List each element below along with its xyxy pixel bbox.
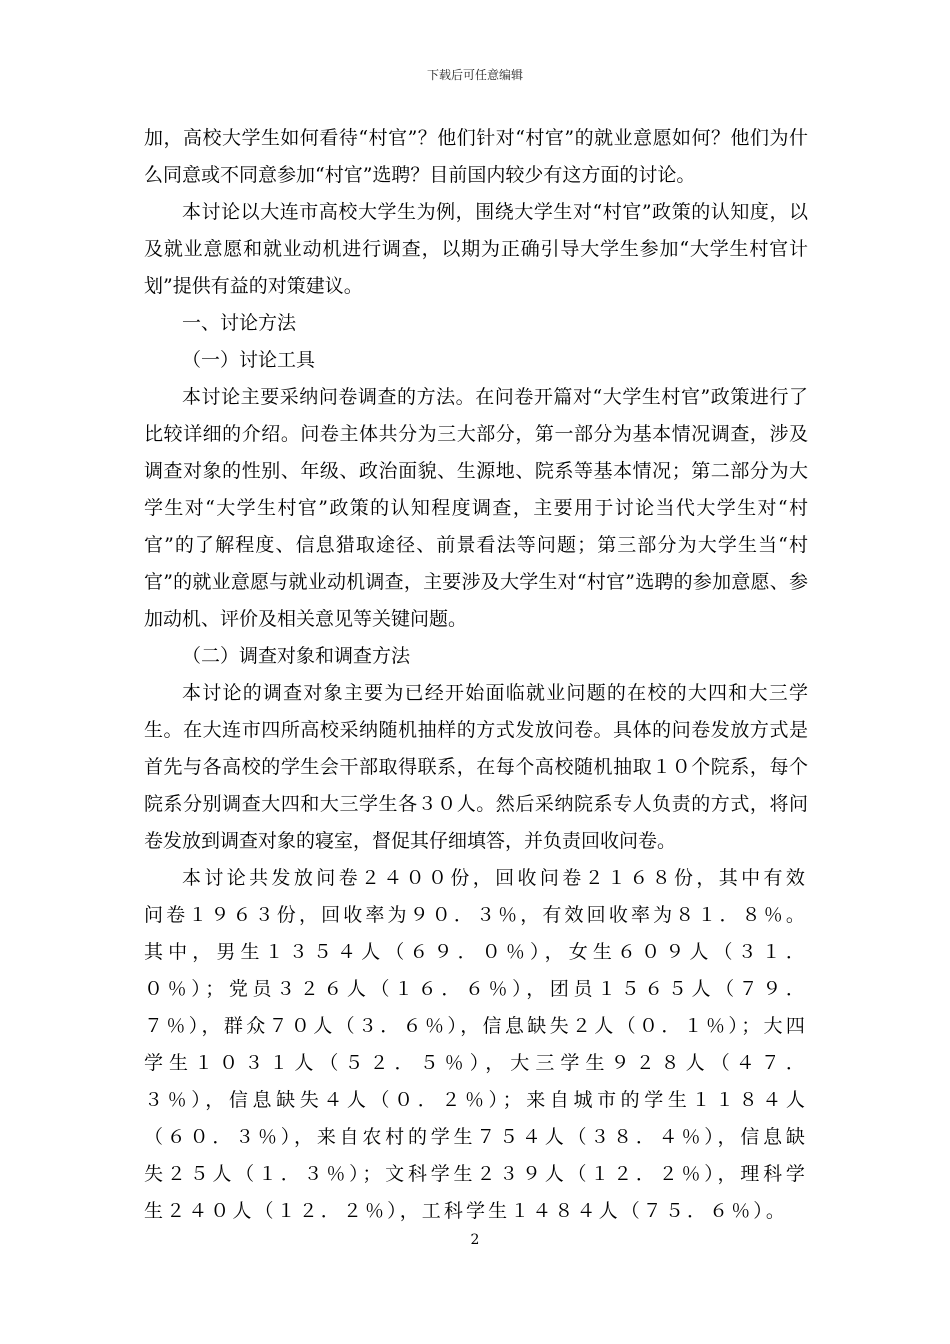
paragraph-subjects: 本讨论的调查对象主要为已经开始面临就业问题的在校的大四和大三学生。在大连市四所高校采纳随机抽样的方式发放问卷。具体的问卷发放方式是首先与各高校的学生会干部取得联系，在每个高校随机抽取１０个院系，每个院系分别调查大四和大三学生各３０人。然后采纳院系专人负责的方式，将问卷发放到调查对象的寝室，督促其仔细填答，并负责回收问卷。: [144, 682, 808, 852]
document-body: [144, 120, 808, 1230]
page-number: 2: [470, 1232, 480, 1248]
paragraph-tools: 本讨论主要采纳问卷调查的方法。在问卷开篇对“大学生村官”政策进行了比较详细的介绍。问卷主体共分为三大部分，第一部分为基本情况调查，涉及调查对象的性别、年级、政治面貌、生源地、院系等基本情况；第二部分为大学生对“大学生村官”政策的认知程度调查，主要用于讨论当代大学生对“村官”的了解程度、信息猎取途径、前景看法等问题；第三部分为大学生当“村官”的就业意愿与就业动机调查，主要涉及大学生对“村官”选聘的参加意愿、参加动机、评价及相关意见等关键问题。: [144, 386, 808, 630]
paragraph-statistics: 本讨论共发放问卷２４００份，回收问卷２１６８份，其中有效问卷１９６３份，回收率为９０．３％，有效回收率为８１．８％。其中，男生１３５４人（６９．０％），女生６０９人（３１．０％）；党员３２６人（１６．６％），团员１５６５人（７９．７％），群众７０人（３．６％），信息缺失２人（０．１％）；大四学生１０３１人（５２．５％），大三学生９２８人（４７．３％），信息缺失４人（０．２％）；来自城市的学生１１８４人（６０．３％），来自农村的学生７５４人（３８．４％），信息缺失２５人（１．３％）；文科学生２３９人（１２．２％），理科学生２４０人（１２．２％），工科学生１４８４人（７５．６％）。: [144, 867, 808, 1222]
subsection-heading-subjects: （二）调查对象和调查方法: [182, 645, 411, 667]
page-header: 下载后可任意编辑: [426, 68, 523, 82]
paragraph-intro: 本讨论以大连市高校大学生为例，围绕大学生对“村官”政策的认知度，以及就业意愿和就业动机进行调查，以期为正确引导大学生参加“大学生村官计划”提供有益的对策建议。: [144, 201, 808, 297]
subsection-heading-tools: （一）讨论工具: [182, 349, 316, 371]
section-heading-methods: 一、讨论方法: [182, 312, 297, 334]
paragraph-continuation: 加，高校大学生如何看待“村官”？他们针对“村官”的就业意愿如何？他们为什么同意或不同意参加“村官”选聘？目前国内较少有这方面的讨论。: [144, 127, 808, 186]
